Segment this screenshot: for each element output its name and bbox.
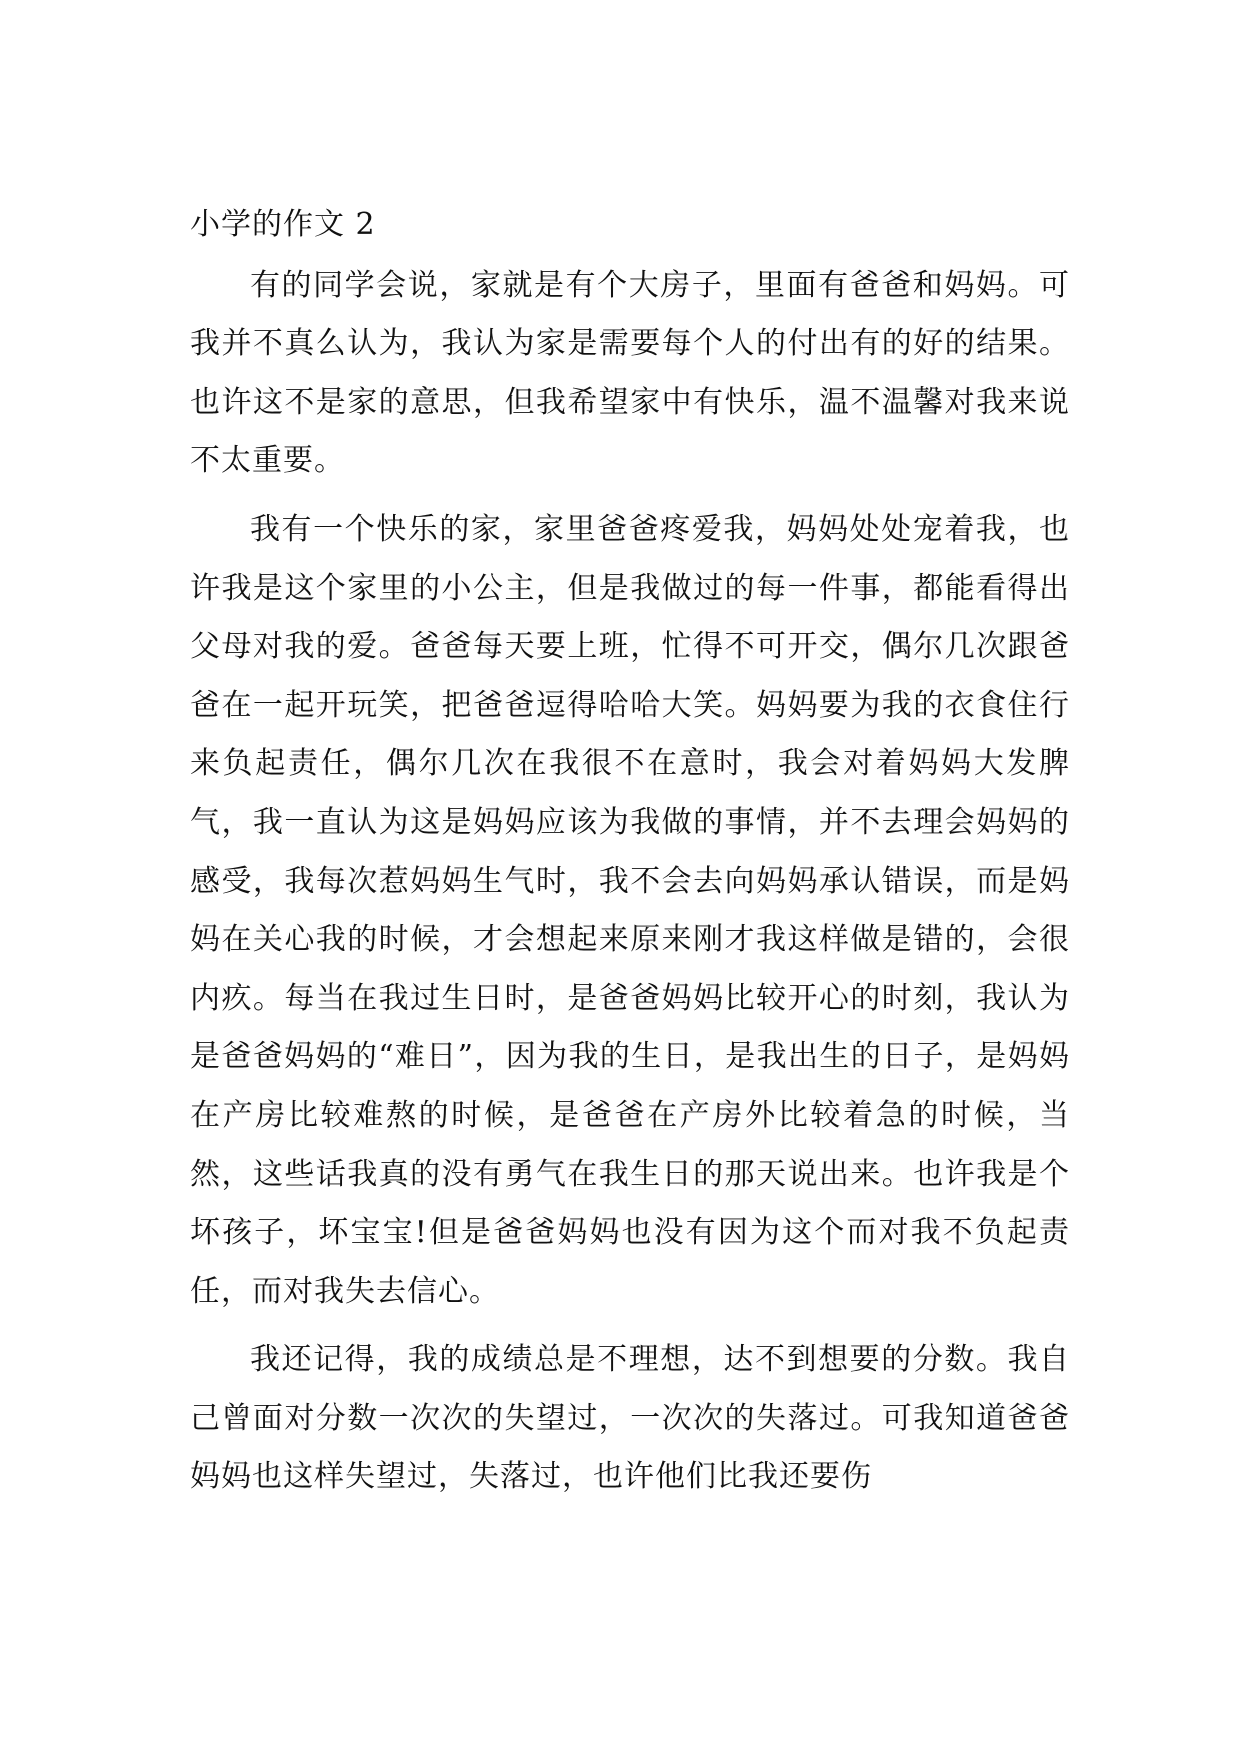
- paragraph-2: 我有一个快乐的家，家里爸爸疼爱我，妈妈处处宠着我，也许我是这个家里的小公主，但是我做过的每一件事，都能看得出父母对我的爱。爸爸每天要上班，忙得不可开交，偶尔几次跟爸爸在一起开玩笑，把爸爸逗得哈哈大笑。妈妈要为我的衣食住行来负起责任，偶尔几次在我很不在意时，我会对着妈妈大发脾气，我一直认为这是妈妈应该为我做的事情，并不去理会妈妈的感受，我每次惹妈妈生气时，我不会去向妈妈承认错误，而是妈妈在关心我的时候，才会想起来原来刚才我这样做是错的，会很内疚。每当在我过生日时，是爸爸妈妈比较开心的时刻，我认为是爸爸妈妈的“难日”，因为我的生日，是我出生的日子，是妈妈在产房比较难熬的时候，是爸爸在产房外比较着急的时候，当然，这些话我真的没有勇气在我生日的那天说出来。也许我是个坏孩子，坏宝宝!但是爸爸妈妈也没有因为这个而对我不负起责任，而对我失去信心。: [190, 511, 1070, 1309]
- essay-title: 小学的作文 2: [190, 207, 376, 242]
- essay-body: [190, 196, 1070, 1517]
- paragraph-3: 我还记得，我的成绩总是不理想，达不到想要的分数。我自己曾面对分数一次次的失望过，一次次的失落过。可我知道爸爸妈妈也这样失望过，失落过，也许他们比我还要伤: [190, 1342, 1070, 1495]
- paragraph-1: 有的同学会说，家就是有个大房子，里面有爸爸和妈妈。可我并不真么认为，我认为家是需要每个人的付出有的好的结果。也许这不是家的意思，但我希望家中有快乐，温不温馨对我来说不太重要。: [190, 267, 1070, 479]
